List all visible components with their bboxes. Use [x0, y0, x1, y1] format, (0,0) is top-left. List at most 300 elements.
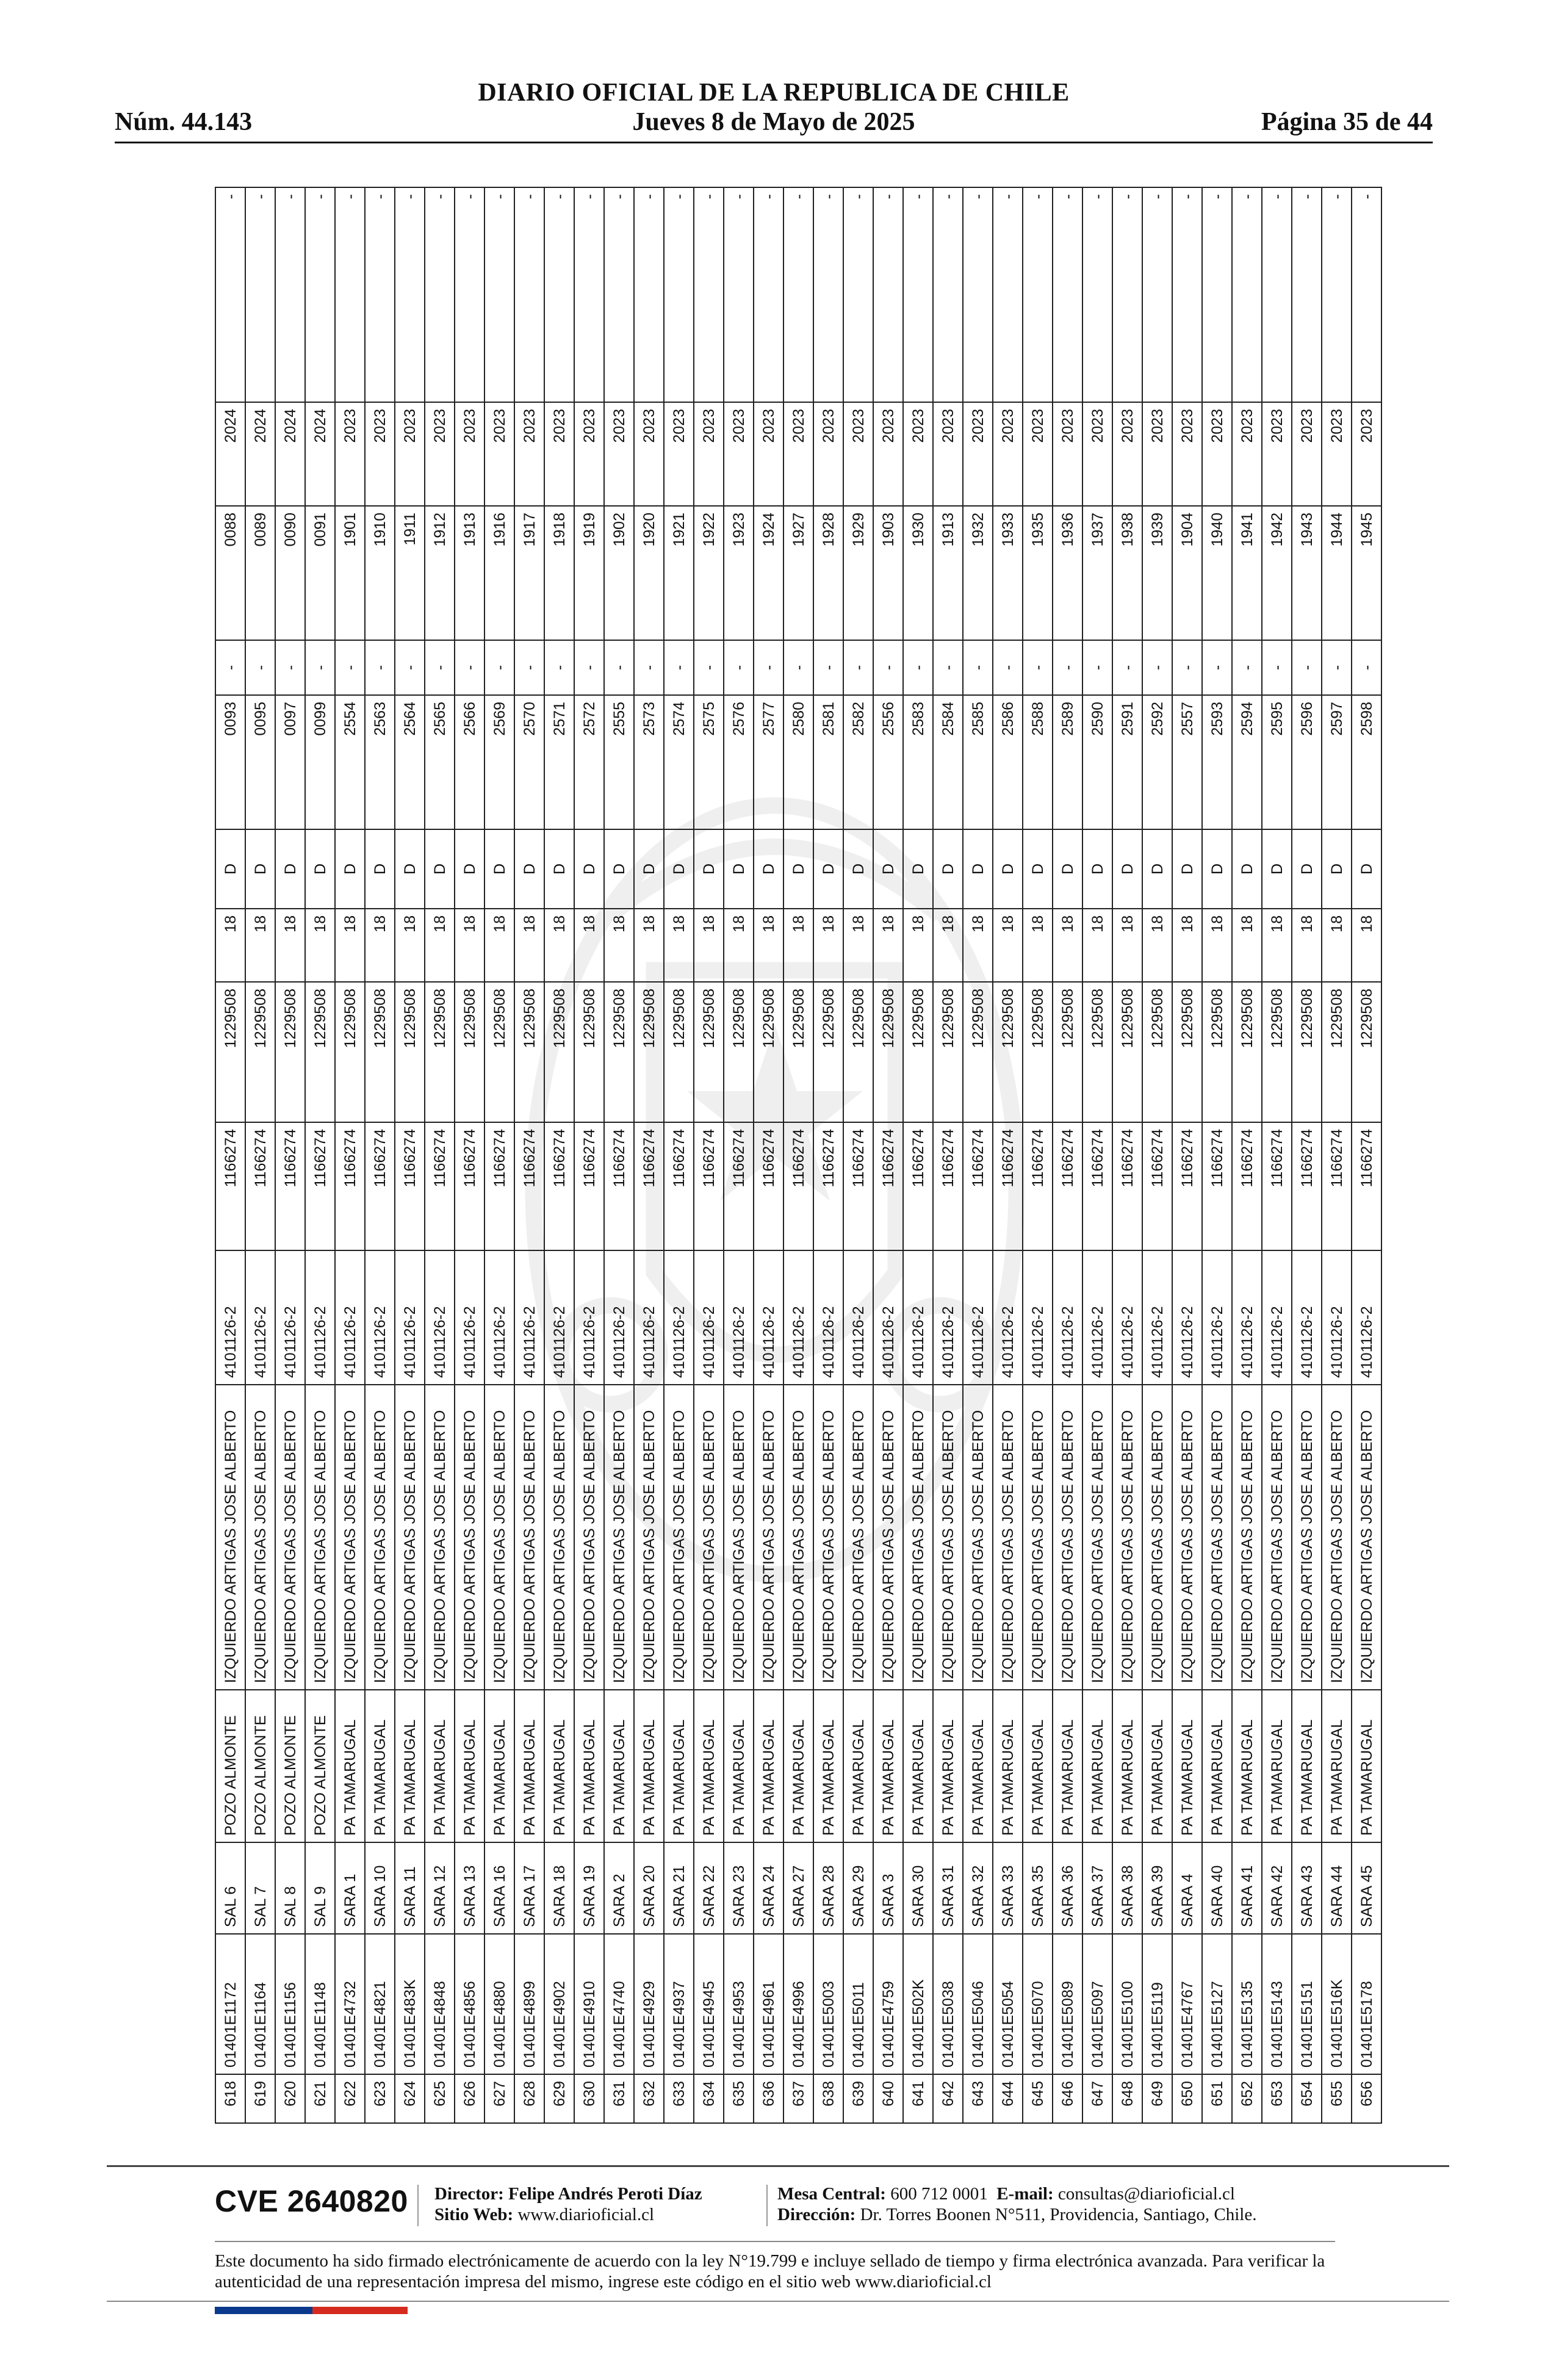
cell-rol-code: 01401E4961 — [754, 1934, 783, 2074]
cell-location: PA TAMARUGAL — [604, 1690, 634, 1842]
cell-number: 0089 — [245, 506, 275, 640]
cell-type: D — [574, 829, 604, 909]
cell-owner-name: IZQUIERDO ARTIGAS JOSE ALBERTO — [1352, 1385, 1381, 1690]
cell-zone: 18 — [1053, 909, 1082, 982]
cell-zone: 18 — [305, 909, 335, 982]
table-row — [993, 187, 1023, 2123]
email-label: E-mail: — [996, 2184, 1054, 2204]
phone-email-line — [777, 2183, 1256, 2204]
cell-owner-rut: 4101126-2 — [963, 1250, 993, 1385]
cell-separator: - — [993, 640, 1023, 695]
cell-row-number: 632 — [634, 2074, 664, 2123]
cell-owner-rut: 4101126-2 — [1172, 1250, 1202, 1385]
cell-utm-north: 1166274 — [813, 1122, 843, 1250]
cell-number: 1932 — [963, 506, 993, 640]
cell-rol-code: 01401E5127 — [1202, 1934, 1232, 2074]
cell-type: D — [993, 829, 1023, 909]
cell-year: 2023 — [514, 402, 544, 506]
cell-utm-north: 1166274 — [544, 1122, 574, 1250]
cell-rol-code: 01401E502K — [903, 1934, 933, 2074]
cell-rol-code: 01401E5100 — [1112, 1934, 1142, 2074]
header-divider — [115, 142, 1433, 143]
cell-note: - — [365, 187, 395, 402]
cell-zone: 18 — [215, 909, 245, 982]
cell-number: 1902 — [604, 506, 634, 640]
cell-number: 1933 — [993, 506, 1023, 640]
cell-owner-name: IZQUIERDO ARTIGAS JOSE ALBERTO — [365, 1385, 395, 1690]
cell-utm-east: 1229508 — [245, 982, 275, 1122]
cell-concession-name: SARA 36 — [1053, 1842, 1082, 1934]
cell-concession-name: SAL 8 — [275, 1842, 305, 1934]
cell-type: D — [813, 829, 843, 909]
cell-number: 1918 — [544, 506, 574, 640]
cell-owner-name: IZQUIERDO ARTIGAS JOSE ALBERTO — [1023, 1385, 1053, 1690]
cell-year: 2023 — [843, 402, 873, 506]
cell-number: 1935 — [1023, 506, 1053, 640]
cell-year: 2023 — [1292, 402, 1322, 506]
cell-utm-north: 1166274 — [1142, 1122, 1172, 1250]
cell-foja: 2564 — [395, 695, 425, 829]
cell-zone: 18 — [1142, 909, 1172, 982]
cell-separator: - — [843, 640, 873, 695]
cell-owner-rut: 4101126-2 — [514, 1250, 544, 1385]
cell-owner-rut: 4101126-2 — [873, 1250, 903, 1385]
cell-owner-rut: 4101126-2 — [1023, 1250, 1053, 1385]
cell-rol-code: 01401E5143 — [1262, 1934, 1292, 2074]
cell-concession-name: SARA 39 — [1142, 1842, 1172, 1934]
table-row — [1322, 187, 1352, 2123]
cell-concession-name: SARA 27 — [783, 1842, 813, 1934]
cell-note: - — [395, 187, 425, 402]
cell-type: D — [275, 829, 305, 909]
table-row — [1142, 187, 1172, 2123]
cell-type: D — [694, 829, 724, 909]
cell-concession-name: SARA 3 — [873, 1842, 903, 1934]
cell-zone: 18 — [1082, 909, 1112, 982]
cell-rol-code: 01401E4821 — [365, 1934, 395, 2074]
cell-utm-east: 1229508 — [1322, 982, 1352, 1122]
cell-concession-name: SARA 35 — [1023, 1842, 1053, 1934]
cell-separator: - — [724, 640, 754, 695]
cell-year: 2023 — [993, 402, 1023, 506]
cell-utm-east: 1229508 — [215, 982, 245, 1122]
cell-year: 2023 — [1053, 402, 1082, 506]
cell-concession-name: SARA 40 — [1202, 1842, 1232, 1934]
cell-note: - — [933, 187, 963, 402]
cell-zone: 18 — [1112, 909, 1142, 982]
cell-note: - — [1322, 187, 1352, 402]
cell-location: PA TAMARUGAL — [873, 1690, 903, 1842]
cell-separator: - — [1262, 640, 1292, 695]
cell-rol-code: 01401E4848 — [425, 1934, 455, 2074]
cell-separator: - — [1053, 640, 1082, 695]
cell-separator: - — [335, 640, 365, 695]
cell-concession-name: SARA 21 — [664, 1842, 694, 1934]
cell-concession-name: SAL 9 — [305, 1842, 335, 1934]
cell-row-number: 637 — [783, 2074, 813, 2123]
cell-rol-code: 01401E4996 — [783, 1934, 813, 2074]
cell-row-number: 656 — [1352, 2074, 1381, 2123]
cell-year: 2023 — [813, 402, 843, 506]
cell-owner-name: IZQUIERDO ARTIGAS JOSE ALBERTO — [754, 1385, 783, 1690]
cell-utm-east: 1229508 — [933, 982, 963, 1122]
cell-year: 2023 — [664, 402, 694, 506]
cell-foja: 2575 — [694, 695, 724, 829]
cell-owner-name: IZQUIERDO ARTIGAS JOSE ALBERTO — [664, 1385, 694, 1690]
cell-foja: 0097 — [275, 695, 305, 829]
cell-zone: 18 — [724, 909, 754, 982]
cell-concession-name: SARA 33 — [993, 1842, 1023, 1934]
cell-number: 1910 — [365, 506, 395, 640]
table-row — [1232, 187, 1262, 2123]
cell-location: PA TAMARUGAL — [724, 1690, 754, 1842]
cell-concession-name: SARA 12 — [425, 1842, 455, 1934]
cell-owner-name: IZQUIERDO ARTIGAS JOSE ALBERTO — [514, 1385, 544, 1690]
cell-note: - — [275, 187, 305, 402]
cell-rol-code: 01401E4910 — [574, 1934, 604, 2074]
flag-blue-bar — [215, 2307, 312, 2314]
cell-concession-name: SARA 4 — [1172, 1842, 1202, 1934]
cell-separator: - — [544, 640, 574, 695]
cell-rol-code: 01401E483K — [395, 1934, 425, 2074]
cell-separator: - — [514, 640, 544, 695]
table-row — [365, 187, 395, 2123]
cell-utm-north: 1166274 — [1112, 1122, 1142, 1250]
cell-rol-code: 01401E5097 — [1082, 1934, 1112, 2074]
cell-utm-east: 1229508 — [1082, 982, 1112, 1122]
cell-utm-north: 1166274 — [604, 1122, 634, 1250]
cell-owner-name: IZQUIERDO ARTIGAS JOSE ALBERTO — [574, 1385, 604, 1690]
cell-separator: - — [903, 640, 933, 695]
cell-owner-name: IZQUIERDO ARTIGAS JOSE ALBERTO — [843, 1385, 873, 1690]
cell-row-number: 643 — [963, 2074, 993, 2123]
cell-utm-north: 1166274 — [1322, 1122, 1352, 1250]
cell-separator: - — [664, 640, 694, 695]
cell-separator: - — [873, 640, 903, 695]
cell-rol-code: 01401E4953 — [724, 1934, 754, 2074]
cell-type: D — [963, 829, 993, 909]
cell-utm-north: 1166274 — [1023, 1122, 1053, 1250]
cell-number: 1903 — [873, 506, 903, 640]
cell-utm-east: 1229508 — [993, 982, 1023, 1122]
cell-concession-name: SAL 7 — [245, 1842, 275, 1934]
cell-note: - — [574, 187, 604, 402]
cell-year: 2023 — [903, 402, 933, 506]
cell-foja: 2594 — [1232, 695, 1262, 829]
cell-utm-east: 1229508 — [843, 982, 873, 1122]
table-row — [245, 187, 275, 2123]
cell-number: 1945 — [1352, 506, 1381, 640]
cell-rol-code: 01401E4767 — [1172, 1934, 1202, 2074]
cell-separator: - — [783, 640, 813, 695]
cell-concession-name: SARA 17 — [514, 1842, 544, 1934]
cell-type: D — [873, 829, 903, 909]
cell-owner-rut: 4101126-2 — [1112, 1250, 1142, 1385]
cell-row-number: 647 — [1082, 2074, 1112, 2123]
cell-separator: - — [275, 640, 305, 695]
cell-foja: 2576 — [724, 695, 754, 829]
cell-utm-north: 1166274 — [514, 1122, 544, 1250]
cell-separator: - — [813, 640, 843, 695]
cell-number: 1901 — [335, 506, 365, 640]
director-block — [434, 2183, 702, 2225]
cell-number: 1916 — [484, 506, 514, 640]
cell-utm-north: 1166274 — [933, 1122, 963, 1250]
cell-rol-code: 01401E5038 — [933, 1934, 963, 2074]
cell-separator: - — [1082, 640, 1112, 695]
cell-rol-code: 01401E5135 — [1232, 1934, 1262, 2074]
cell-number: 1913 — [933, 506, 963, 640]
cell-year: 2023 — [963, 402, 993, 506]
cell-utm-east: 1229508 — [1172, 982, 1202, 1122]
cell-type: D — [1202, 829, 1232, 909]
cell-concession-name: SARA 24 — [754, 1842, 783, 1934]
footer-separator-2 — [766, 2185, 768, 2226]
cell-number: 1913 — [455, 506, 484, 640]
cell-utm-north: 1166274 — [1352, 1122, 1381, 1250]
cell-owner-name: IZQUIERDO ARTIGAS JOSE ALBERTO — [1053, 1385, 1082, 1690]
cell-owner-name: IZQUIERDO ARTIGAS JOSE ALBERTO — [215, 1385, 245, 1690]
cell-row-number: 640 — [873, 2074, 903, 2123]
cell-utm-east: 1229508 — [455, 982, 484, 1122]
cell-owner-name: IZQUIERDO ARTIGAS JOSE ALBERTO — [1232, 1385, 1262, 1690]
cell-zone: 18 — [1232, 909, 1262, 982]
website-link[interactable]: www.diarioficial.cl — [517, 2205, 655, 2224]
cell-type: D — [215, 829, 245, 909]
cell-separator: - — [215, 640, 245, 695]
cell-location: POZO ALMONTE — [215, 1690, 245, 1842]
cell-owner-rut: 4101126-2 — [1053, 1250, 1082, 1385]
table-row — [754, 187, 783, 2123]
cell-year: 2023 — [1232, 402, 1262, 506]
cell-concession-name: SARA 22 — [694, 1842, 724, 1934]
cell-location: PA TAMARUGAL — [993, 1690, 1023, 1842]
cell-rol-code: 01401E1156 — [275, 1934, 305, 2074]
table-row — [1202, 187, 1232, 2123]
cell-row-number: 641 — [903, 2074, 933, 2123]
cell-rol-code: 01401E1148 — [305, 1934, 335, 2074]
records-body — [215, 187, 1381, 2123]
cell-foja: 2574 — [664, 695, 694, 829]
table-row — [1352, 187, 1381, 2123]
cell-owner-rut: 4101126-2 — [335, 1250, 365, 1385]
cell-foja: 2555 — [604, 695, 634, 829]
cell-owner-name: IZQUIERDO ARTIGAS JOSE ALBERTO — [963, 1385, 993, 1690]
cell-location: PA TAMARUGAL — [574, 1690, 604, 1842]
address-value: Dr. Torres Boonen N°511, Providencia, Santiago, Chile. — [860, 2205, 1257, 2224]
cell-location: PA TAMARUGAL — [783, 1690, 813, 1842]
table-row — [1292, 187, 1322, 2123]
cell-number: 1942 — [1262, 506, 1292, 640]
cell-utm-north: 1166274 — [215, 1122, 245, 1250]
cell-number: 1921 — [664, 506, 694, 640]
cell-foja: 0095 — [245, 695, 275, 829]
cell-utm-north: 1166274 — [783, 1122, 813, 1250]
cell-year: 2024 — [275, 402, 305, 506]
table-row — [664, 187, 694, 2123]
cell-concession-name: SARA 28 — [813, 1842, 843, 1934]
cell-zone: 18 — [694, 909, 724, 982]
cell-owner-rut: 4101126-2 — [544, 1250, 574, 1385]
cell-year: 2023 — [634, 402, 664, 506]
cell-separator: - — [365, 640, 395, 695]
cell-owner-rut: 4101126-2 — [1082, 1250, 1112, 1385]
cell-rol-code: 01401E1172 — [215, 1934, 245, 2074]
cell-number: 1920 — [634, 506, 664, 640]
cell-location: PA TAMARUGAL — [365, 1690, 395, 1842]
email-link[interactable]: consultas@diarioficial.cl — [1057, 2184, 1235, 2204]
cell-concession-name: SARA 38 — [1112, 1842, 1142, 1934]
cell-row-number: 624 — [395, 2074, 425, 2123]
cell-owner-name: IZQUIERDO ARTIGAS JOSE ALBERTO — [1262, 1385, 1292, 1690]
cell-foja: 2554 — [335, 695, 365, 829]
cell-foja: 2584 — [933, 695, 963, 829]
cell-utm-north: 1166274 — [724, 1122, 754, 1250]
cell-year: 2023 — [1352, 402, 1381, 506]
cell-type: D — [1232, 829, 1262, 909]
cell-row-number: 621 — [305, 2074, 335, 2123]
cell-zone: 18 — [574, 909, 604, 982]
cell-type: D — [245, 829, 275, 909]
cell-rol-code: 01401E5046 — [963, 1934, 993, 2074]
cell-year: 2023 — [1322, 402, 1352, 506]
cell-number: 1904 — [1172, 506, 1202, 640]
cell-utm-east: 1229508 — [754, 982, 783, 1122]
cell-foja: 2566 — [455, 695, 484, 829]
cell-number: 1919 — [574, 506, 604, 640]
cell-utm-north: 1166274 — [843, 1122, 873, 1250]
cell-location: PA TAMARUGAL — [754, 1690, 783, 1842]
issue-date: Jueves 8 de Mayo de 2025 — [632, 108, 915, 136]
cell-zone: 18 — [993, 909, 1023, 982]
cell-owner-name: IZQUIERDO ARTIGAS JOSE ALBERTO — [275, 1385, 305, 1690]
cell-type: D — [634, 829, 664, 909]
cell-foja: 2582 — [843, 695, 873, 829]
cell-type: D — [1292, 829, 1322, 909]
cell-year: 2023 — [395, 402, 425, 506]
cell-rol-code: 01401E516K — [1322, 1934, 1352, 2074]
table-row — [843, 187, 873, 2123]
cell-foja: 2577 — [754, 695, 783, 829]
cell-location: PA TAMARUGAL — [843, 1690, 873, 1842]
cell-owner-name: IZQUIERDO ARTIGAS JOSE ALBERTO — [544, 1385, 574, 1690]
cell-zone: 18 — [664, 909, 694, 982]
cell-owner-name: IZQUIERDO ARTIGAS JOSE ALBERTO — [1172, 1385, 1202, 1690]
cell-separator: - — [455, 640, 484, 695]
cell-owner-name: IZQUIERDO ARTIGAS JOSE ALBERTO — [1292, 1385, 1322, 1690]
cell-type: D — [305, 829, 335, 909]
cell-foja: 2557 — [1172, 695, 1202, 829]
cell-utm-north: 1166274 — [1292, 1122, 1322, 1250]
cell-type: D — [903, 829, 933, 909]
cell-owner-name: IZQUIERDO ARTIGAS JOSE ALBERTO — [694, 1385, 724, 1690]
page-number: Página 35 de 44 — [1261, 108, 1433, 136]
cell-separator: - — [484, 640, 514, 695]
cell-zone: 18 — [275, 909, 305, 982]
cell-owner-rut: 4101126-2 — [754, 1250, 783, 1385]
cell-owner-name: IZQUIERDO ARTIGAS JOSE ALBERTO — [245, 1385, 275, 1690]
cell-utm-north: 1166274 — [664, 1122, 694, 1250]
table-row — [335, 187, 365, 2123]
cell-utm-north: 1166274 — [305, 1122, 335, 1250]
cell-zone: 18 — [395, 909, 425, 982]
cell-utm-east: 1229508 — [1023, 982, 1053, 1122]
cell-number: 1938 — [1112, 506, 1142, 640]
cell-row-number: 620 — [275, 2074, 305, 2123]
cell-note: - — [544, 187, 574, 402]
cell-utm-east: 1229508 — [604, 982, 634, 1122]
cell-type: D — [514, 829, 544, 909]
cell-foja: 2573 — [634, 695, 664, 829]
cell-note: - — [724, 187, 754, 402]
cell-row-number: 655 — [1322, 2074, 1352, 2123]
cell-utm-east: 1229508 — [1262, 982, 1292, 1122]
cell-utm-east: 1229508 — [365, 982, 395, 1122]
cell-row-number: 629 — [544, 2074, 574, 2123]
cell-zone: 18 — [484, 909, 514, 982]
cell-rol-code: 01401E4937 — [664, 1934, 694, 2074]
cell-utm-north: 1166274 — [1053, 1122, 1082, 1250]
publication-title: DIARIO OFICIAL DE LA REPUBLICA DE CHILE — [478, 79, 1070, 107]
footer-divider-top — [107, 2165, 1449, 2167]
cell-number: 1943 — [1292, 506, 1322, 640]
cell-type: D — [484, 829, 514, 909]
table-row — [1262, 187, 1292, 2123]
cell-location: PA TAMARUGAL — [1082, 1690, 1112, 1842]
cell-row-number: 619 — [245, 2074, 275, 2123]
cell-utm-north: 1166274 — [634, 1122, 664, 1250]
cell-foja: 2597 — [1322, 695, 1352, 829]
cell-year: 2023 — [783, 402, 813, 506]
cell-type: D — [1322, 829, 1352, 909]
cell-number: 0088 — [215, 506, 245, 640]
table-row — [455, 187, 484, 2123]
cell-owner-rut: 4101126-2 — [664, 1250, 694, 1385]
cell-zone: 18 — [903, 909, 933, 982]
cell-foja: 2591 — [1112, 695, 1142, 829]
cell-row-number: 650 — [1172, 2074, 1202, 2123]
cell-type: D — [335, 829, 365, 909]
cell-rol-code: 01401E4880 — [484, 1934, 514, 2074]
table-row — [694, 187, 724, 2123]
table-row — [574, 187, 604, 2123]
cell-note: - — [1232, 187, 1262, 402]
cell-location: PA TAMARUGAL — [484, 1690, 514, 1842]
table-row — [215, 187, 245, 2123]
table-row — [484, 187, 514, 2123]
cell-utm-east: 1229508 — [873, 982, 903, 1122]
cell-type: D — [425, 829, 455, 909]
table-row — [873, 187, 903, 2123]
cell-zone: 18 — [1202, 909, 1232, 982]
cell-owner-rut: 4101126-2 — [724, 1250, 754, 1385]
cell-separator: - — [634, 640, 664, 695]
cell-owner-name: IZQUIERDO ARTIGAS JOSE ALBERTO — [783, 1385, 813, 1690]
cell-concession-name: SARA 31 — [933, 1842, 963, 1934]
cell-location: PA TAMARUGAL — [963, 1690, 993, 1842]
cell-utm-north: 1166274 — [455, 1122, 484, 1250]
cell-location: PA TAMARUGAL — [544, 1690, 574, 1842]
cell-separator: - — [425, 640, 455, 695]
cell-year: 2023 — [1023, 402, 1053, 506]
cell-separator: - — [1232, 640, 1262, 695]
cell-owner-rut: 4101126-2 — [1292, 1250, 1322, 1385]
cell-row-number: 645 — [1023, 2074, 1053, 2123]
cell-location: PA TAMARUGAL — [425, 1690, 455, 1842]
footer-separator-1 — [417, 2185, 419, 2226]
cell-zone: 18 — [1292, 909, 1322, 982]
cell-number: 1939 — [1142, 506, 1172, 640]
